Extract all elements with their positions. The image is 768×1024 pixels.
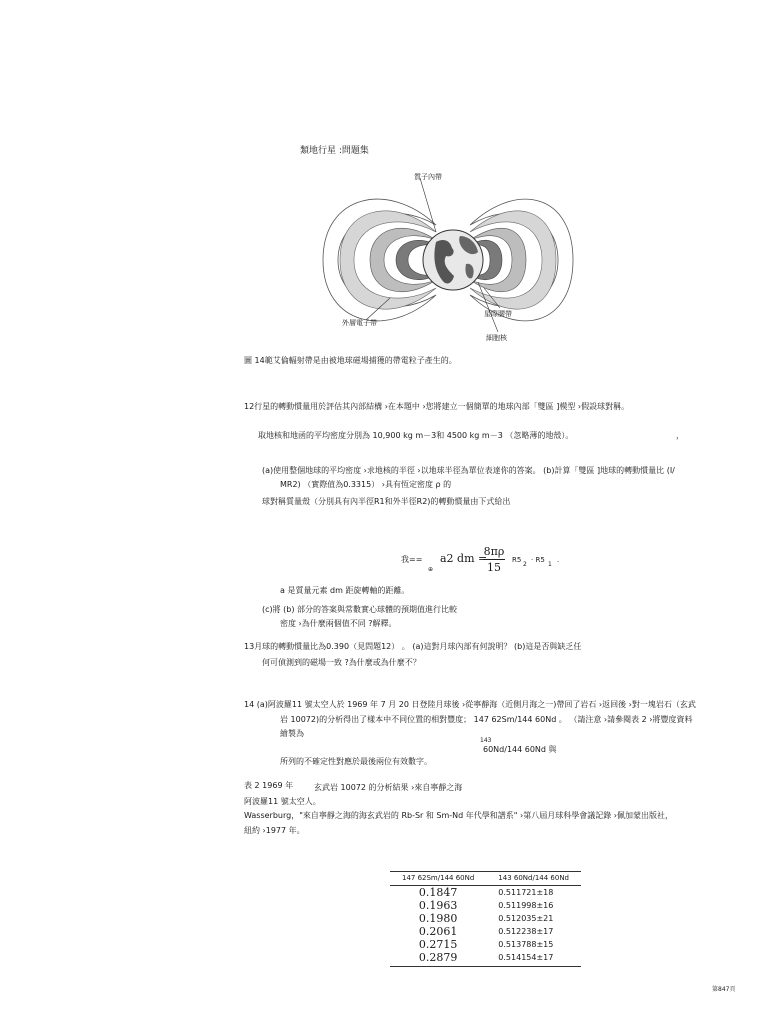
table-caption-c: 阿波羅11 號太空人。 xyxy=(244,797,321,806)
sm-ratio-value: 0.1847 xyxy=(418,886,458,899)
sm-ratio-value: 0.1963 xyxy=(418,899,458,912)
earth-globe xyxy=(423,230,483,290)
problem-14-line2: 岩 10072)的分析得出了樣本中不同位置的相對豐度； 147 62Sm/144 60Nd 。 （請注意 ›請參閱表 2 ›將豐度資料 xyxy=(280,715,693,724)
table-header-row xyxy=(390,872,581,886)
data-table-container xyxy=(390,871,581,967)
table-caption-a: 表 2 1969 年 xyxy=(244,781,294,790)
label-proton-belt: 質子內帶 xyxy=(414,173,442,181)
nd-ratio-value: 0.511721±18 xyxy=(498,888,554,897)
van-allen-figure xyxy=(318,160,578,345)
nd-ratio-value: 0.511998±16 xyxy=(498,901,554,910)
stray-comma: ， xyxy=(676,431,684,440)
problem-14-line3: 繪製為 xyxy=(280,729,304,738)
formula-r5: R5 xyxy=(512,556,522,564)
table-source-line2: 紐約 ›1977 年。 xyxy=(244,826,305,835)
formula-numerator: 8πρ xyxy=(483,545,505,558)
table-source-line1: Wasserburg，"來自寧靜之海的海玄武岩的 Rb-Sr 和 Sm-Nd 年代學和譜系" ›第八屆月球科學會議記錄 ›佩加蒙出版社， xyxy=(244,811,673,820)
table-row xyxy=(390,951,581,967)
problem-12-shell-text: 球對稱質量殼（分別具有內半徑R1和外半徑R2)的轉動慣量由下式給出 xyxy=(262,497,511,506)
nd-ratio-value: 0.514154±17 xyxy=(486,951,581,967)
problem-12-part-a-line1: (a)使用整個地球的平均密度 ›求地核的半徑 ›以地球半徑為單位表達你的答案。 (b)計算「雙區 ]地球的轉動慣量比 (I/ xyxy=(262,466,675,475)
formula-integral-subscript: ⊕ xyxy=(428,566,434,573)
nd-ratio-value: 0.512238±17 xyxy=(498,927,554,936)
table-header-sm-ratio: 147 62Sm/144 60Nd xyxy=(390,872,486,886)
nd-ratio-value: 0.513788±15 xyxy=(498,940,554,949)
problem-12-intro: 12行星的轉動慣量用於評估其內部結構 ›在本題中 ›您將建立一個簡單的地球內部「雙區 ]模型 ›假設球對稱。 xyxy=(244,402,630,411)
table-row xyxy=(390,925,581,938)
formula-denominator: 15 xyxy=(487,561,501,574)
sm-ratio-value: 0.2061 xyxy=(418,925,458,938)
table-row xyxy=(390,912,581,925)
nd-ratio-value: 0.512035±21 xyxy=(498,914,554,923)
sm-ratio-value: 0.2715 xyxy=(418,938,458,951)
problem-14-superscript: 143 xyxy=(480,737,492,744)
page-number: 第847頁 xyxy=(712,986,736,993)
page-header: 類地行星 :問題集 xyxy=(300,146,369,156)
table-row xyxy=(390,938,581,951)
data-table xyxy=(390,871,581,967)
table-row xyxy=(390,886,581,900)
label-electron-belt: 外層電子帶 xyxy=(342,319,377,327)
formula-minus-r5: · R5 xyxy=(531,556,545,564)
problem-12-densities: 取地核和地函的平均密度分別為 10,900 kg m－3和 4500 kg m－3 （忽略薄的地殼）。 xyxy=(258,431,574,440)
problem-12-part-c-line2: 密度 ›為什麼兩個值不同 ?解釋。 xyxy=(280,619,397,628)
formula-integrand: a2 dm = xyxy=(440,552,488,565)
problem-12-a-definition: a 是質量元素 dm 距旋轉軸的距離。 xyxy=(280,586,410,595)
problem-14-line1: 14 (a)阿波羅11 號太空人於 1969 年 7 月 20 日登陸月球後 ›從寧靜海（近側月海之一)帶回了岩石 ›返回後 ›對一塊岩石（玄武 xyxy=(244,700,696,709)
problem-13-line2: 何可偵測到的磁場一致 ?為什麼或為什麼不？ xyxy=(262,658,421,667)
problem-13-line1: 13月球的轉動慣量比為0.390（見問題12） 。 (a)這對月球內部有何說明？ (b)這是否與缺乏任 xyxy=(244,642,582,651)
formula-period: . xyxy=(557,556,560,564)
table-row xyxy=(390,899,581,912)
sm-ratio-value: 0.2879 xyxy=(390,951,486,967)
sm-ratio-value: 0.1980 xyxy=(418,912,458,925)
outer-belt-left-shade xyxy=(340,211,436,309)
problem-14-line4: 所列的不確定性對應於最後兩位有效數字。 xyxy=(280,757,432,766)
formula-r5-subscript: 2 xyxy=(523,561,527,568)
formula-fraction-bar xyxy=(483,559,505,560)
table-header-nd-ratio: 143 60Nd/144 60Nd xyxy=(486,872,581,886)
problem-12-part-c-line1: (c)將 (b) 部分的答案與常數實心球體的預期值進行比較 xyxy=(262,605,458,614)
formula-lhs: 我== xyxy=(401,555,423,564)
label-nucleus: 細胞核 xyxy=(486,334,507,342)
problem-14-nd-ratio: 60Nd/144 60Nd 與 xyxy=(483,745,557,754)
table-caption-b: 玄武岩 10072 的分析結果 ›來自寧靜之海 xyxy=(314,783,463,792)
formula-r5b-subscript: 1 xyxy=(548,561,552,568)
problem-12-part-a-line2: MR2) （實際值為0.3315） ›具有恆定密度 ρ 的 xyxy=(280,480,452,489)
label-interstellar-belt: 星際腰帶 xyxy=(484,310,512,318)
figure-caption: 圖 14範艾倫輻射帶是由被地球磁場捕獲的帶電粒子產生的。 xyxy=(244,356,457,365)
